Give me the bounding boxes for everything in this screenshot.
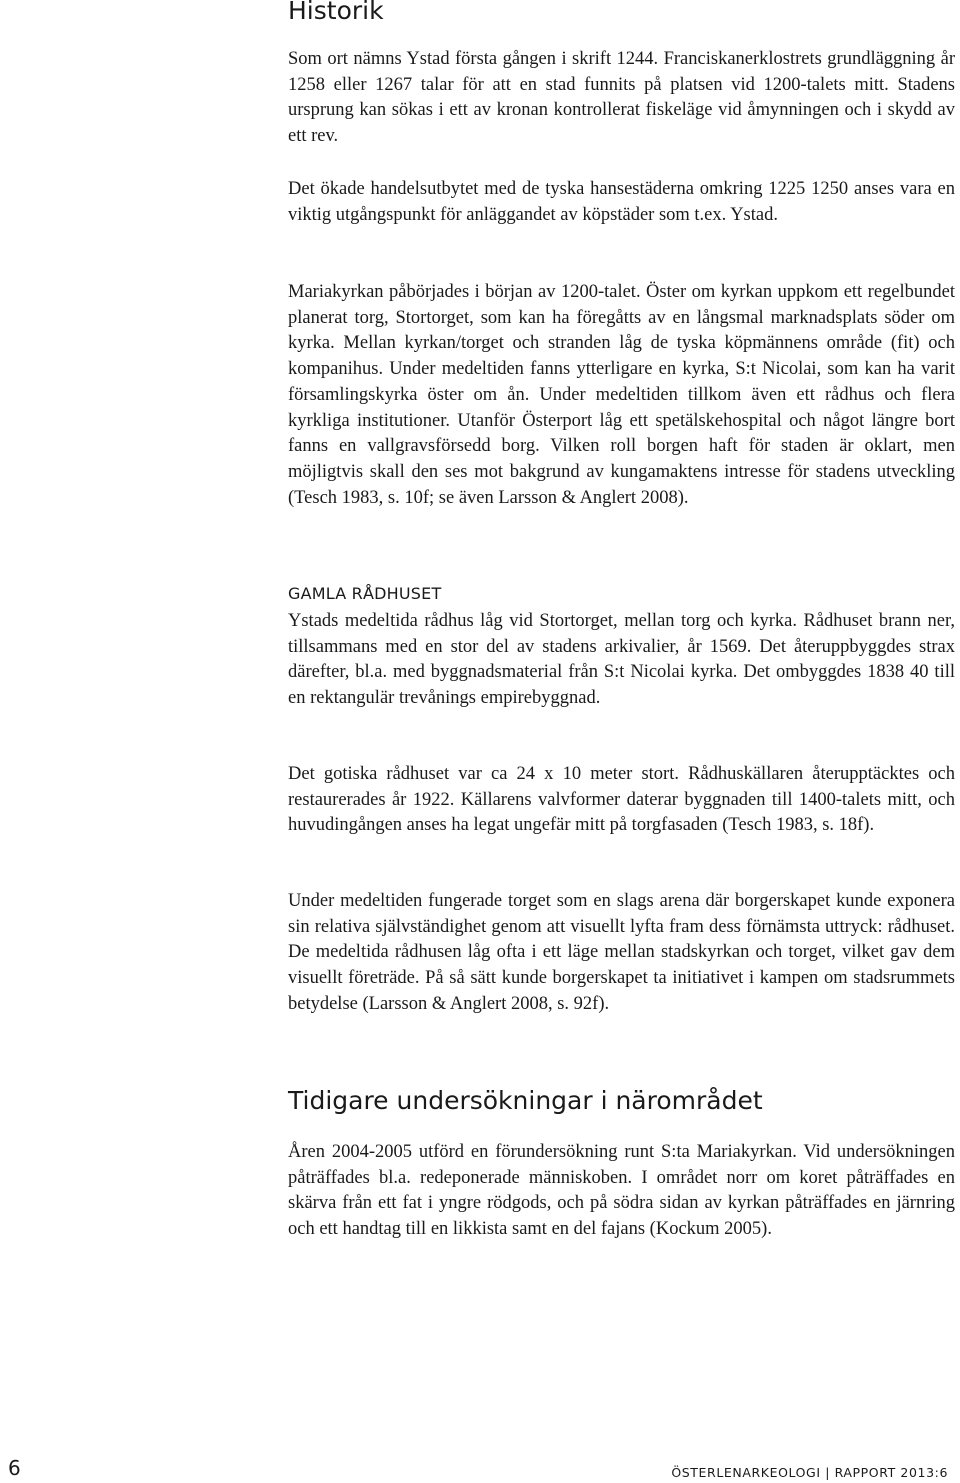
body-paragraph: Ystads medeltida rådhus låg vid Stortorget, mellan torg och kyrka. Rådhuset brann ner, tillsammans med en stor del av stadens arkivalier, år 1569. Det återuppbyggdes strax därefter, bl.a. med byggnadsmaterial från S:t Nicolai kyrka. Det ombyggdes 1838 40 till en rektangulär trevånings empirebyggnad.: [288, 611, 955, 709]
section-subheading: GAMLA RÅDHUSET: [288, 584, 442, 603]
body-paragraph: Som ort nämns Ystad första gången i skrift 1244. Franciskanerklostrets grundläggning år 1258 eller 1267 talar för att en stad funnits på platsen vid 1200-talets mitt. Stadens ursprung kan sökas i ett av kronan kontrollerat fiskeläge vid åmynningen och i skydd av ett rev.: [288, 49, 955, 147]
page-number: 6: [8, 1456, 21, 1480]
body-paragraph: Mariakyrkan påbörjades i början av 1200-talet. Öster om kyrkan uppkom ett regelbundet planerat torg, Stortorget, som kan ha föregåtts av en långsmal marknadsplats söder om kyrka. Mellan kyrkan/torget och stranden låg de tyska köpmännens område (fit) och kompanihus. Under medeltiden fanns ytterligare en kyrka, S:t Nicolai, som kan ha varit församlingskyrka öster om ån. Under medeltiden tillkom även ett rådhus och flera kyrkliga institutioner. Utanför Österport låg ett spetälskehospital och något längre bort fanns en vallgravsförsedd borg. Vilken roll borgen haft för staden är oklart, men möjligtvis skall den ses mot bakgrund av kungamaktens intresse för stadens utveckling (Tesch 1983, s. 10f; se även Larsson & Anglert 2008).: [288, 282, 955, 508]
page-title: Historik: [288, 0, 384, 25]
body-paragraph: Under medeltiden fungerade torget som en slags arena där borgerskapet kunde exponera sin relativa självständighet genom att visuellt lyfta fram dess förnämsta uttryck: rådhuset. De medeltida rådhusen låg ofta i ett läge mellan stadskyrkan och torget, vilket gav dem visuellt företräde. På så sätt kunde borgerskapet ta initiativet i kampen om stadsrummets betydelse (Larsson & Anglert 2008, s. 92f).: [288, 891, 955, 1014]
running-head: ÖSTERLENARKEOLOGI | RAPPORT 2013:6: [671, 1465, 948, 1480]
body-paragraph: Det ökade handelsutbytet med de tyska hansestäderna omkring 1225 1250 anses vara en viktig utgångspunkt för anläggandet av köpstäder som t.ex. Ystad.: [288, 179, 955, 225]
body-paragraph: Åren 2004-2005 utförd en förundersökning runt S:ta Mariakyrkan. Vid undersökningen påträffades bl.a. redeponerade människoben. I området norr om koret påträffades en skärva från ett fat i yngre rödgods, och på södra sidan av kyrkan påträffades en järnring och ett handtag till en likkista samt en del fajans (Kockum 2005).: [288, 1142, 955, 1240]
body-paragraph: Det gotiska rådhuset var ca 24 x 10 meter stort. Rådhuskällaren återupptäcktes och restaurerades år 1922. Källarens valvformer daterar byggnaden till 1400-talets mitt, och huvudingången anses ha legat ungefär mitt på torgfasaden (Tesch 1983, s. 18f).: [288, 764, 955, 836]
section-heading: Tidigare undersökningar i närområdet: [288, 1086, 763, 1115]
